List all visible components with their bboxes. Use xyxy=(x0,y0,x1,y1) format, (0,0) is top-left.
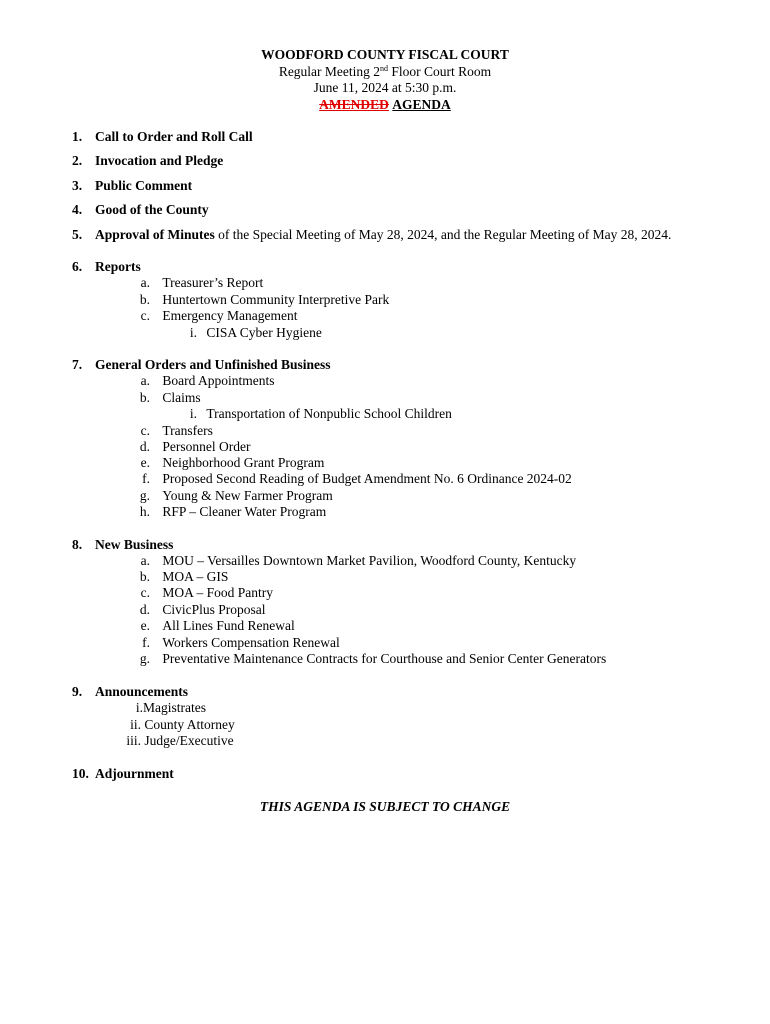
sub-item xyxy=(130,504,326,521)
sub-mark: g. xyxy=(139,488,150,503)
sub-item xyxy=(130,488,333,505)
item-detail: of the Special Meeting of May 28, 2024, and the Regular Meeting of May 28, 2024. xyxy=(214,227,672,242)
item-number: 3. xyxy=(72,178,83,193)
item-label: Good of the County xyxy=(95,202,209,217)
item-number: 7. xyxy=(72,357,83,372)
sub-text: MOU – Versailles Downtown Market Pavilion, Woodford County, Kentucky xyxy=(162,553,577,568)
sub-text: CISA Cyber Hygiene xyxy=(206,325,322,340)
agenda-item-10 xyxy=(72,766,174,783)
org-title: WOODFORD COUNTY FISCAL COURT xyxy=(261,47,509,62)
sub-text: MOA – GIS xyxy=(162,569,229,584)
sub-mark: c. xyxy=(140,585,150,600)
amended-label: AMENDED xyxy=(319,96,389,112)
sub-mark: f. xyxy=(142,635,150,650)
sub-text: Magistrates xyxy=(143,700,206,715)
agenda-item-7 xyxy=(72,357,331,374)
agenda-item-1 xyxy=(72,129,253,146)
sub-mark: c. xyxy=(140,308,150,323)
agenda-header xyxy=(0,47,770,113)
meeting-sup: nd xyxy=(380,63,389,73)
sub-text: Judge/Executive xyxy=(144,733,234,748)
sub-sub-item xyxy=(180,406,452,423)
sub-text: Board Appointments xyxy=(162,373,275,388)
agenda-item-2 xyxy=(72,153,223,170)
sub-mark: b. xyxy=(139,292,150,307)
agenda-item-3 xyxy=(72,178,192,195)
item-number: 2. xyxy=(72,153,83,168)
sub-item xyxy=(130,455,324,472)
sub-item xyxy=(130,635,340,652)
sub-text: Transportation of Nonpublic School Children xyxy=(206,406,452,421)
sub-mark: e. xyxy=(140,618,150,633)
roman-sub-item xyxy=(110,717,235,734)
item-number: 8. xyxy=(72,537,83,552)
sub-item xyxy=(130,275,263,292)
sub-item xyxy=(130,423,213,440)
item-number: 10. xyxy=(72,766,89,781)
item-label: Reports xyxy=(95,259,141,274)
sub-mark: ii. xyxy=(130,717,141,732)
item-label: Call to Order and Roll Call xyxy=(95,129,253,144)
item-number: 9. xyxy=(72,684,83,699)
sub-mark: i. xyxy=(189,325,197,340)
sub-item xyxy=(130,618,295,635)
meeting-date: June 11, 2024 at 5:30 p.m. xyxy=(313,80,457,95)
sub-text: Workers Compensation Renewal xyxy=(162,635,340,650)
sub-text: CivicPlus Proposal xyxy=(162,602,266,617)
sub-sub-item xyxy=(180,325,322,342)
sub-text: All Lines Fund Renewal xyxy=(162,618,295,633)
sub-mark: a. xyxy=(140,553,150,568)
agenda-disclaimer: THIS AGENDA IS SUBJECT TO CHANGE xyxy=(259,799,511,814)
sub-item xyxy=(130,373,275,390)
sub-text: Claims xyxy=(162,390,201,405)
roman-sub-item xyxy=(110,700,206,717)
item-number: 1. xyxy=(72,129,83,144)
sub-item xyxy=(130,308,297,325)
sub-mark: b. xyxy=(139,390,150,405)
sub-item xyxy=(130,585,273,602)
sub-item xyxy=(130,651,606,668)
item-label: Announcements xyxy=(95,684,189,699)
sub-text: Young & New Farmer Program xyxy=(162,488,333,503)
agenda-label: AGENDA xyxy=(392,96,451,112)
sub-text: Proposed Second Reading of Budget Amendment No. 6 Ordinance 2024-02 xyxy=(162,471,572,486)
sub-item xyxy=(130,390,201,407)
item-number: 4. xyxy=(72,202,83,217)
roman-sub-item xyxy=(110,733,234,750)
sub-mark: g. xyxy=(139,651,150,666)
sub-text: Personnel Order xyxy=(162,439,251,454)
sub-mark: a. xyxy=(140,275,150,290)
meeting-suffix: Floor Court Room xyxy=(388,63,492,79)
sub-text: County Attorney xyxy=(144,717,235,732)
sub-mark: c. xyxy=(140,423,150,438)
sub-text: Emergency Management xyxy=(162,308,298,323)
item-label: New Business xyxy=(95,537,174,552)
sub-mark: a. xyxy=(140,373,150,388)
sub-text: RFP – Cleaner Water Program xyxy=(162,504,327,519)
item-label: Approval of Minutes xyxy=(95,227,215,242)
sub-item xyxy=(130,569,228,586)
meeting-location xyxy=(0,64,770,81)
sub-mark: d. xyxy=(139,602,150,617)
sub-mark: d. xyxy=(139,439,150,454)
sub-item xyxy=(130,292,389,309)
sub-item xyxy=(130,471,572,488)
item-label: Adjournment xyxy=(95,766,174,781)
agenda-heading xyxy=(0,97,770,114)
sub-item xyxy=(130,439,250,456)
sub-text: Treasurer’s Report xyxy=(162,275,264,290)
agenda-item-4 xyxy=(72,202,209,219)
sub-mark: i. xyxy=(135,700,143,715)
sub-mark: h. xyxy=(139,504,150,519)
item-label: Public Comment xyxy=(95,178,193,193)
sub-text: Neighborhood Grant Program xyxy=(162,455,325,470)
sub-mark: iii. xyxy=(126,733,141,748)
item-label: General Orders and Unfinished Business xyxy=(95,357,331,372)
sub-text: Transfers xyxy=(162,423,213,438)
agenda-item-9 xyxy=(72,684,188,701)
sub-text: MOA – Food Pantry xyxy=(162,585,274,600)
sub-mark: e. xyxy=(140,455,150,470)
item-label: Invocation and Pledge xyxy=(95,153,224,168)
item-number: 6. xyxy=(72,259,83,274)
sub-mark: b. xyxy=(139,569,150,584)
sub-mark: i. xyxy=(189,406,197,421)
sub-text: Huntertown Community Interpretive Park xyxy=(162,292,390,307)
sub-item xyxy=(130,602,266,619)
agenda-item-8 xyxy=(72,537,173,554)
meeting-prefix: Regular Meeting 2 xyxy=(278,63,381,79)
item-number: 5. xyxy=(72,227,83,242)
sub-text: Preventative Maintenance Contracts for Courthouse and Senior Center Generators xyxy=(162,651,607,666)
agenda-item-6 xyxy=(72,259,141,276)
sub-item xyxy=(130,553,576,570)
agenda-item-5 xyxy=(72,227,671,244)
sub-mark: f. xyxy=(142,471,150,486)
